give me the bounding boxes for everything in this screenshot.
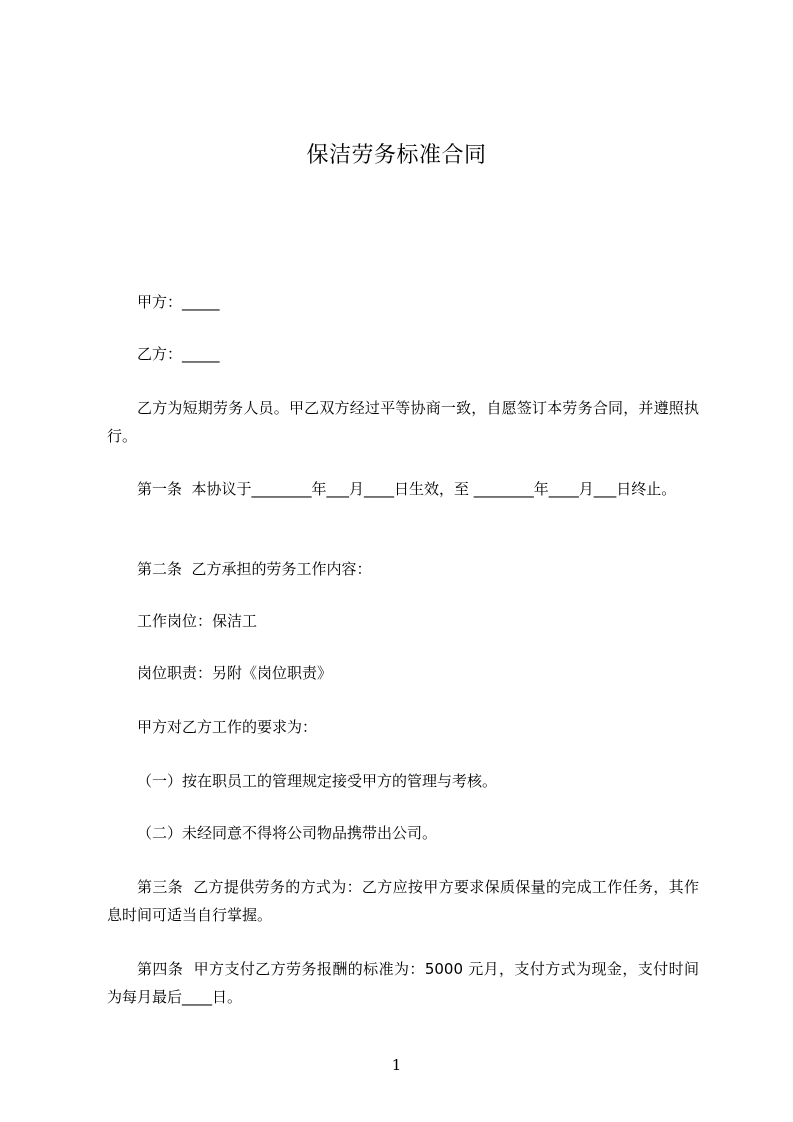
job-duties: 岗位职责：另附《岗位职责》 [137, 664, 333, 682]
article-1: 第一条 本协议于________年___月____日生效，至 ________年____月___日终止。 [137, 480, 677, 498]
requirements-heading: 甲方对乙方工作的要求为： [137, 718, 318, 736]
intro-paragraph: 乙方为短期劳务人员。甲乙双方经过平等协商一致，自愿签订本劳务合同，并遵照执行。 [107, 399, 699, 445]
party-a-line: 甲方：_____ [137, 293, 220, 311]
work-position: 工作岗位：保洁工 [137, 612, 258, 630]
requirement-2: （二）未经同意不得将公司物品携带出公司。 [137, 824, 438, 842]
page-number: 1 [391, 1056, 402, 1074]
party-b-line: 乙方：_____ [137, 345, 220, 363]
document-title: 保洁劳务标准合同 [306, 143, 487, 168]
requirement-1: （一）按在职员工的管理规定接受甲方的管理与考核。 [137, 772, 498, 790]
article-4: 第四条 甲方支付乙方劳务报酬的标准为：5000 元月，支付方式为现金，支付时间为每月最后____日。 [107, 960, 699, 1006]
article-3: 第三条 乙方提供劳务的方式为：乙方应按甲方要求保质保量的完成工作任务，其作息时间可适当自行掌握。 [107, 878, 699, 924]
article-2: 第二条 乙方承担的劳务工作内容： [137, 560, 372, 578]
